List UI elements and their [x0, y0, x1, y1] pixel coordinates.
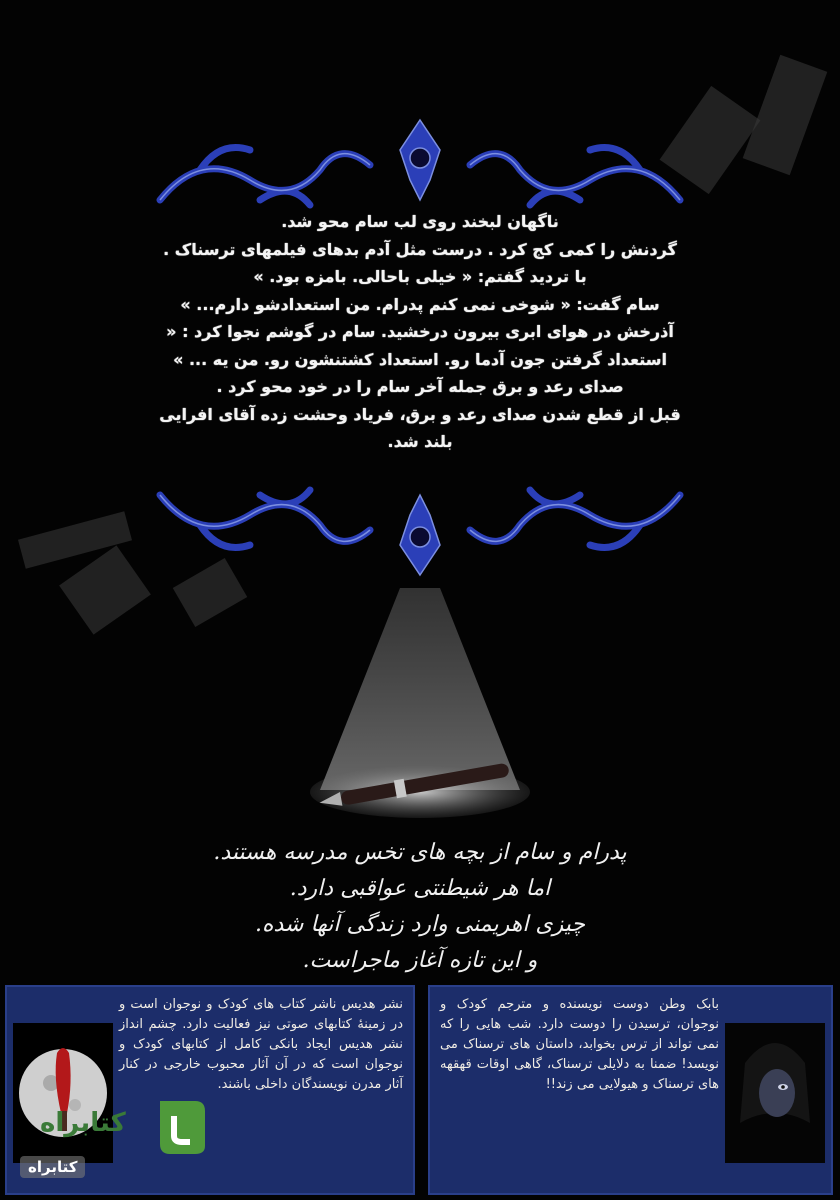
story-line: سام گفت: « شوخی نمی کنم پدرام. من استعدادشو دارم... » — [180, 294, 660, 314]
spotlight-beam — [320, 588, 520, 790]
tagline-line: اما هر شیطنتی عواقبی دارد. — [289, 876, 551, 901]
tagline-line: پدرام و سام از بچه های تخس مدرسه هستند. — [213, 840, 627, 865]
author-photo — [725, 1023, 825, 1163]
tagline-line: چیزی اهریمنی وارد زندگی آنها شده. — [254, 912, 586, 937]
story-line: با تردید گفتم: « خیلی باحالی. بامزه بود. » — [253, 267, 587, 286]
tagline-line: و این تازه آغاز ماجراست. — [302, 948, 538, 973]
author-panel — [428, 985, 833, 1195]
story-line: آذرخش در هوای ابری بیرون درخشید. سام در گوشم نجوا کرد : « — [166, 322, 674, 341]
story-line: گردنش را کمی کج کرد . درست مثل آدم بدهای فیلمهای ترسناک . — [163, 239, 677, 259]
ketabrah-logo-icon — [150, 1096, 210, 1156]
ketabrah-watermark — [10, 1090, 210, 1190]
watermark-small-text: کتابراه — [20, 1156, 85, 1178]
story-line: صدای رعد و برق جمله آخر سام را در خود محو کرد . — [216, 377, 624, 396]
story-line: قبل از قطع شدن صدای رعد و برق، فریاد وحشت زده آقای افرایی — [159, 404, 681, 424]
tagline — [120, 835, 720, 979]
story-line: ناگهان لبخند روی لب سام محو شد. — [281, 212, 559, 231]
author-bio: بابک وطن دوست نویسنده و مترجم کودک و نوجوان، ترسیدن را دوست دارد. شب هایی را که نمی تواند از ترس بخوابد، داستان های ترسناک می نویسد! ضمنا به دلایلی ترسناک، گاهی اوقات قهقهه های ترسناک و هیولایی می زند!! — [440, 997, 719, 1092]
watermark-text: کتابراه — [40, 1108, 126, 1138]
publisher-description: نشر هدیس ناشر کتاب های کودک و نوجوان است و در زمینهٔ کتابهای صوتی نیز فعالیت دارد. چشم انداز نشر هدیس ایجاد بانکی کامل از کتابهای کودک و نوجوان است که در آن آثار محبوب خارجی در کنار آثار مدرن نویسندگان داخلی باشند. — [119, 997, 403, 1092]
story-line: بلند شد. — [387, 432, 453, 451]
story-line: استعداد گرفتن جون آدما رو. استعداد کشتنشون رو. من یه ... » — [173, 349, 667, 369]
